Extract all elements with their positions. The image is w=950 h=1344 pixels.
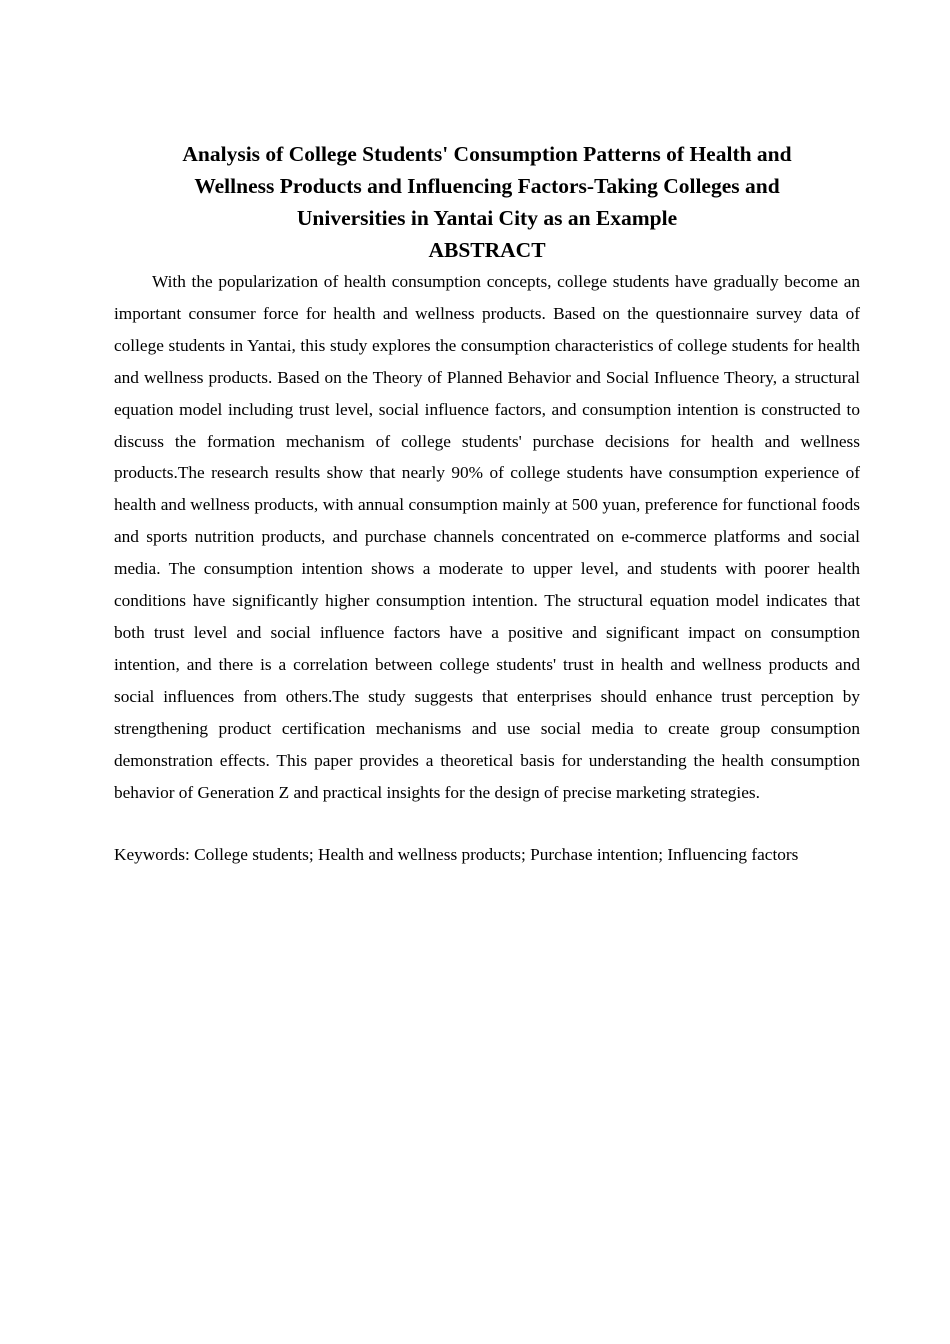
paper-page xyxy=(114,138,860,871)
paper-title xyxy=(114,138,860,234)
keywords-label: Keywords: xyxy=(114,845,190,865)
keywords-paragraph xyxy=(114,839,860,871)
title-line-2: Wellness Products and Influencing Factors-Taking Colleges and xyxy=(194,174,780,198)
abstract-heading: ABSTRACT xyxy=(428,238,546,262)
abstract-body: With the popularization of health consumption concepts, college students have gradually become an important consumer force for health and wellness products. Based on the questionnaire survey data of college students in Yantai, this study explores the consumption characteristics of college students for health and wellness products. Based on the Theory of Planned Behavior and Social Influence Theory, a structural equation model including trust level, social influence factors, and consumption intention is constructed to discuss the formation mechanism of college students' purchase decisions for health and wellness products.The research results show that nearly 90% of college students have consumption experience of health and wellness products, with annual consumption mainly at 500 yuan, preference for functional foods and sports nutrition products, and purchase channels concentrated on e-commerce platforms and social media. The consumption intention shows a moderate to upper level, and students with poorer health conditions have significantly higher consumption intention. The structural equation model indicates that both trust level and social influence factors have a positive and significant impact on consumption intention, and there is a correlation between college students' trust in health and wellness products and social influences from others.The study suggests that enterprises should enhance trust perception by strengthening product certification mechanisms and use social media to create group consumption demonstration effects. This paper provides a theoretical basis for understanding the health consumption behavior of Generation Z and practical insights for the design of precise marketing strategies. xyxy=(114,272,860,802)
keywords-list: College students; Health and wellness products; Purchase intention; Influencing factors xyxy=(194,845,799,865)
title-line-3: Universities in Yantai City as an Example xyxy=(296,206,678,230)
title-line-1: Analysis of College Students' Consumption Patterns of Health and xyxy=(182,142,792,166)
